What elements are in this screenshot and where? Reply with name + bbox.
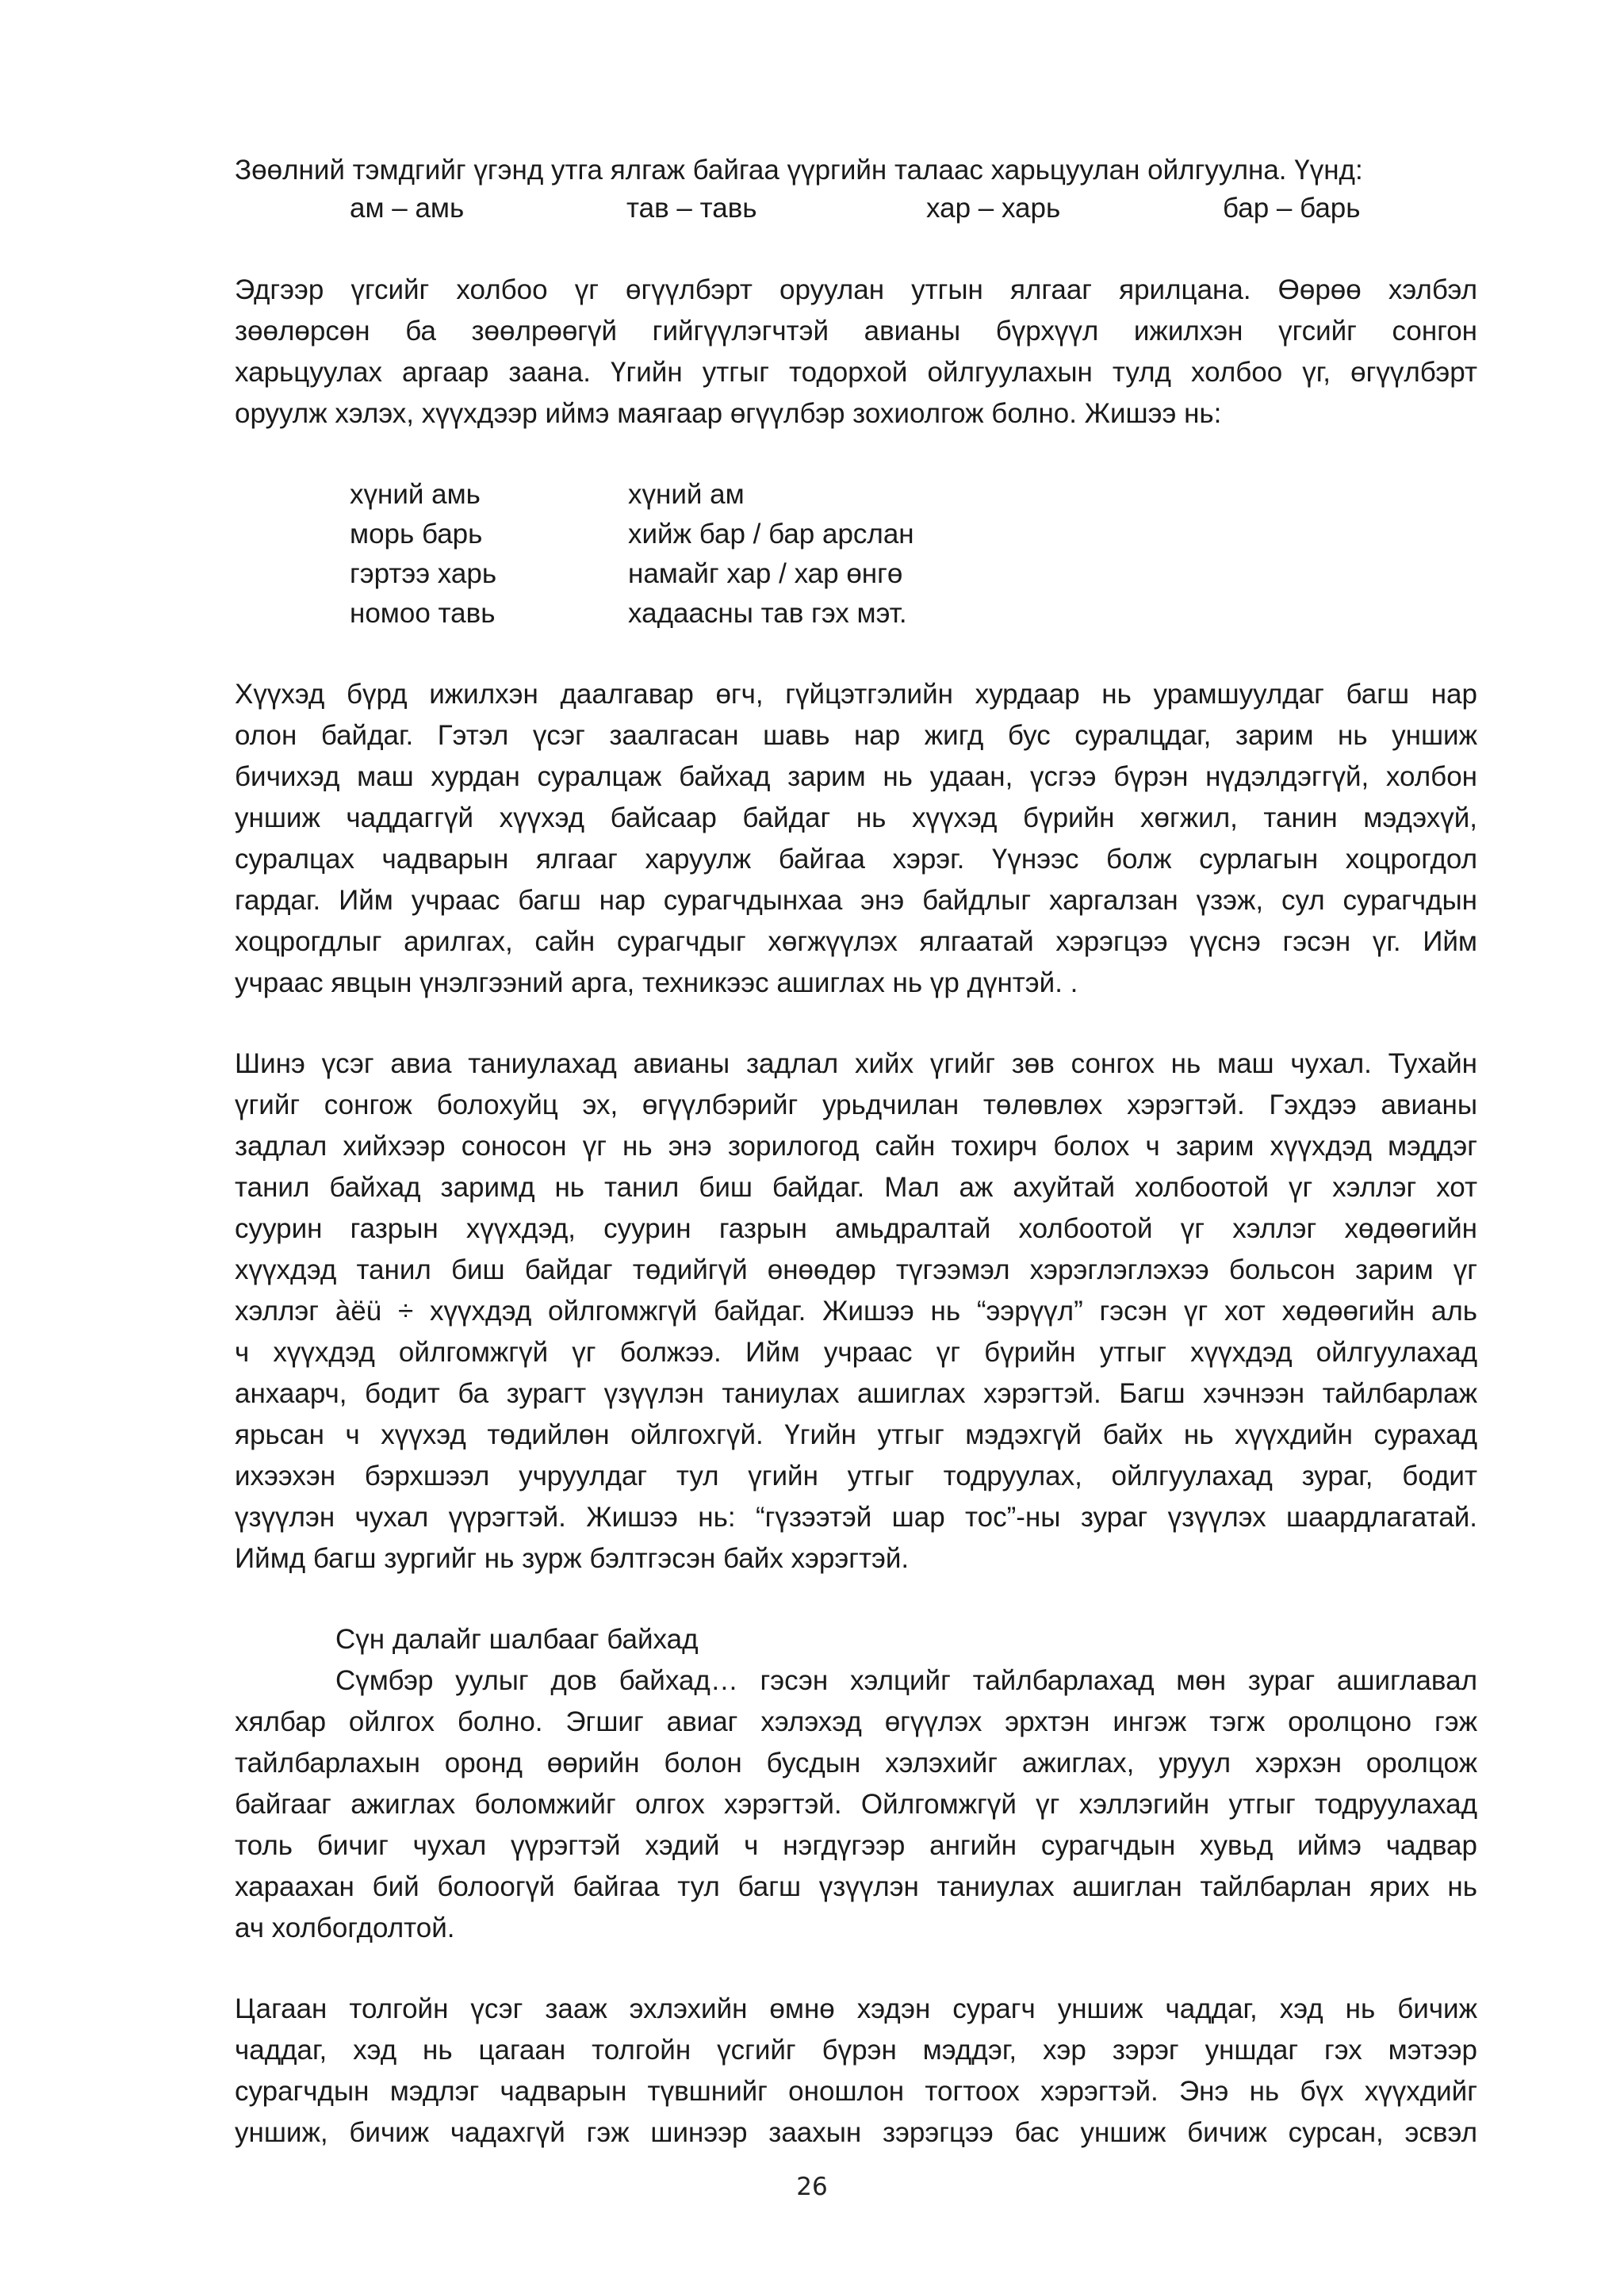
paragraph-line: бичихэд маш хурдан суралцаж байхад зарим нь удаан, үсгээ бүрэн нүдэлдэггүй, холбон	[235, 761, 1477, 792]
example-left: хүний амь	[350, 479, 481, 510]
paragraph-line: Цагаан толгойн үсэг зааж эхлэхийн өмнө хэдэн сурагч уншиж чаддаг, хэд нь бичиж	[235, 1993, 1477, 2024]
example-left: морь барь	[350, 519, 483, 549]
paragraph-line: Иймд багш зургийг нь зурж бэлтгэсэн байх хэрэгтэй.	[235, 1543, 910, 1574]
paragraph-line: Шинэ үсэг авиа таниулахад авианы задлал хийх үгийг зөв сонгох нь маш чухал. Тухайн	[235, 1048, 1477, 1079]
paragraph-line: Хүүхэд бүрд ижилхэн даалгавар өгч, гүйцэтгэлийн хурдаар нь урамшуулдаг багш нар	[235, 679, 1477, 710]
paragraph-line: харьцуулах аргаар заана. Үгийн утгыг тодорхой ойлгуулахын тулд холбоо үг, өгүүлбэрт	[235, 357, 1477, 388]
paragraph-line: байгааг ажиглах боломжийг олгох хэрэгтэй. Ойлгомжгүй үг хэллэгийн утгыг тодруулахад	[235, 1789, 1477, 1820]
paragraph-line: ч хүүхдэд ойлгомжгүй үг болжээ. Ийм учраас үг бүрийн утгыг хүүхдэд ойлгуулахад	[235, 1337, 1477, 1368]
paragraph-line: хэллэг àёü ÷ хүүхдэд ойлгомжгүй байдаг. Жишээ нь “ээрүүл” гэсэн үг хот хөдөөгийн аль	[235, 1296, 1477, 1327]
paragraph-line: ихээхэн бэрхшээл учруулдаг тул үгийн утгыг тодруулах, ойлгуулахад зураг, бодит	[235, 1461, 1477, 1491]
paragraph-line: зөөлөрсөн ба зөөлрөөгүй гийгүүлэгчтэй авианы бүрхүүл ижилхэн үгсийг сонгон	[235, 316, 1477, 347]
paragraph-line: толь бичиг чухал үүрэгтэй хэдий ч нэгдүгээр ангийн сурагчдын хувьд иймэ чадвар	[235, 1830, 1477, 1861]
paragraph-line: чаддаг, хэд нь цагаан толгойн үсгийг бүрэн мэддэг, хэр зэрэг уншдаг гэх мэтээр	[235, 2035, 1477, 2066]
example-right: хүний ам	[628, 479, 745, 510]
paragraph-line: оруулж хэлэх, хүүхдээр иймэ маягаар өгүүлбэр зохиолгож болно. Жишээ нь:	[235, 398, 1222, 429]
example-left: гэртээ харь	[350, 558, 497, 589]
paragraph-line: үгийг сонгож болохуйц эх, өгүүлбэрийг урьдчилан төлөвлөх хэрэгтэй. Гэхдээ авианы	[235, 1089, 1477, 1120]
paragraph-line: Эдгээр үгсийг холбоо үг өгүүлбэрт оруулан утгын ялгааг ярилцана. Өөрөө хэлбэл	[235, 274, 1477, 305]
paragraph-line: ач холбогдолтой.	[235, 1913, 455, 1943]
verse-line: Сүн далайг шалбааг байхад	[335, 1624, 699, 1655]
paragraph-line: суралцах чадварын ялгааг харуулж байгаа хэрэг. Үүнээс болж сурлагын хоцрогдол	[235, 844, 1477, 875]
example-right: намайг хар / хар өнгө	[628, 558, 903, 589]
paragraph-line: хүүхдэд танил биш байдаг төдийгүй өнөөдөр түгээмэл хэрэглэглэхээ больсон зарим үг	[235, 1254, 1477, 1285]
paragraph-line: танил байхад заримд нь танил биш байдаг. Мал аж ахуйтай холбоотой үг хэллэг хот	[235, 1172, 1477, 1203]
paragraph-line: ярьсан ч хүүхэд төдийлөн ойлгохгүй. Үгийн утгыг мэдэхгүй байх нь хүүхдийн сурахад	[235, 1419, 1477, 1450]
pair-4: бар – барь	[1223, 193, 1361, 224]
paragraph-line: олон байдаг. Гэтэл үсэг заалгасан шавь нар жигд бус суралцдаг, зарим нь уншиж	[235, 720, 1477, 751]
pair-2: тав – тавь	[626, 193, 757, 224]
paragraph-line: сурагчдын мэдлэг чадварын түвшнийг оношлон тогтоох хэрэгтэй. Энэ нь бүх хүүхдийг	[235, 2076, 1477, 2107]
intro-line: Зөөлний тэмдгийг үгэнд утга ялгаж байгаа үүргийн талаас харьцуулан ойлгуулна. Үүнд:	[235, 155, 1363, 186]
page-number: 26	[796, 2173, 828, 2201]
paragraph-line: задлал хийхээр соносон үг нь энэ зорилогод сайн тохирч болох ч зарим хүүхдэд мэддэг	[235, 1131, 1477, 1162]
pair-1: ам – амь	[350, 193, 465, 224]
paragraph-line: хараахан бий болоогүй байгаа тул багш үзүүлэн таниулах ашиглан тайлбарлан ярих нь	[235, 1871, 1477, 1902]
paragraph-line: тайлбарлахын оронд өөрийн болон бусдын хэлэхийг ажиглах, уруул хэрхэн оролцож	[235, 1748, 1477, 1779]
paragraph-line: анхаарч, бодит ба зурагт үзүүлэн таниулах ашиглах хэрэгтэй. Багш хэчнээн тайлбарлаж	[235, 1378, 1477, 1409]
paragraph-line: Сүмбэр уулыг дов байхад… гэсэн хэлцийг тайлбарлахад мөн зураг ашиглавал	[335, 1665, 1477, 1696]
example-right: хадаасны тав гэх мэт.	[628, 598, 907, 629]
paragraph-line: хоцрогдлыг арилгах, сайн сурагчдыг хөгжүүлэх ялгаатай хэрэгцээ үүснэ гэсэн үг. Ийм	[235, 926, 1477, 957]
paragraph-line: хялбар ойлгох болно. Эгшиг авиаг хэлэхэд өгүүлэх эрхтэн ингэж тэгж оролцоно гэж	[235, 1706, 1477, 1737]
paragraph-line: үзүүлэн чухал үүрэгтэй. Жишээ нь: “гүзээтэй шар тос”-ны зураг үзүүлэх шаардлагатай.	[235, 1502, 1477, 1533]
example-right: хийж бар / бар арслан	[628, 519, 914, 549]
paragraph-line: суурин газрын хүүхдэд, суурин газрын амьдралтай холбоотой үг хэллэг хөдөөгийн	[235, 1213, 1477, 1244]
paragraph-line: уншиж чаддаггүй хүүхэд байсаар байдаг нь хүүхэд бүрийн хөгжил, танин мэдэхүй,	[235, 802, 1477, 833]
example-left: номоо тавь	[350, 598, 496, 629]
paragraph-line: уншиж, бичиж чадахгүй гэж шинээр заахын зэрэгцээ бас уншиж бичиж сурсан, эсвэл	[235, 2117, 1477, 2148]
paragraph-line: гардаг. Ийм учраас багш нар сурагчдынхаа энэ байдлыг харгалзан үзэж, сул сурагчдын	[235, 885, 1477, 916]
paragraph-line: учраас явцын үнэлгээний арга, техникээс ашиглах нь үр дүнтэй. .	[235, 967, 1078, 998]
pair-3: хар – харь	[926, 193, 1061, 224]
